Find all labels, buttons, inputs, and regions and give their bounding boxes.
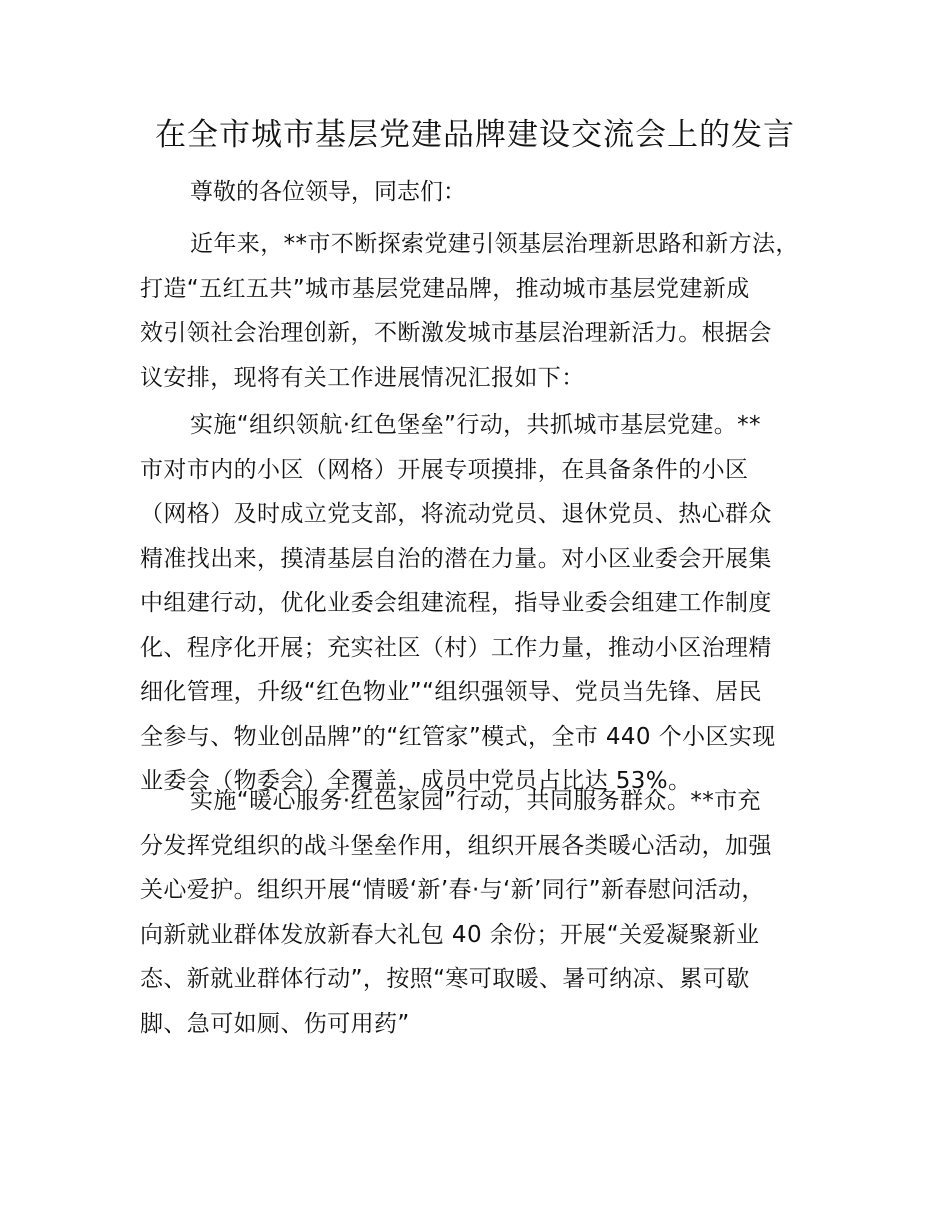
- paragraph-line: 实施“组织领航·红色堡垒”行动，共抓城市基层党建。**: [190, 412, 761, 438]
- paragraph-line: 向新就业群体发放新春大礼包 40 余份；开展“关爱凝聚新业: [140, 921, 760, 948]
- paragraph-organization: [140, 403, 820, 804]
- paragraph-line: 近年来，**市不断探索党建引领基层治理新思路和新方法，: [190, 231, 799, 257]
- paragraph-line: 精准找出来，摸清基层自治的潜在力量。对小区业委会开展集: [140, 545, 772, 572]
- paragraph-line: 化、程序化开展；充实社区（村）工作力量，推动小区治理精: [140, 634, 772, 661]
- paragraph-intro: [140, 222, 820, 400]
- paragraph-line: 效引领社会治理创新，不断激发城市基层治理新活力。根据会: [140, 320, 772, 346]
- paragraph-line: 议安排，现将有关工作进展情况汇报如下：: [140, 364, 585, 391]
- paragraph-line: 态、新就业群体行动”，按照“寒可取暖、暑可纳凉、累可歇: [140, 966, 750, 992]
- paragraph-service: [140, 779, 820, 1046]
- paragraph-line: （网格）及时成立党支部，将流动党员、退休党员、热心群众: [140, 501, 772, 527]
- document-title: 在全市城市基层党建品牌建设交流会上的发言: [155, 117, 795, 153]
- paragraph-line: 实施“暖心服务·红色家园”行动，共同服务群众。**市充: [190, 788, 761, 814]
- paragraph-line: 打造“五红五共”城市基层党建品牌，推动城市基层党建新成: [140, 275, 750, 302]
- paragraph-line: 全参与、物业创品牌”的“红管家”模式，全市 440 个小区实现: [140, 723, 776, 750]
- paragraph-line: 分发挥党组织的战斗堡垒作用，组织开展各类暖心活动，加强: [140, 832, 772, 859]
- paragraph-line: 关心爱护。组织开展“情暖‘新’春·与‘新’同行”新春慰问活动，: [140, 877, 765, 903]
- paragraph-line: 脚、急可如厕、伤可用药”: [140, 1010, 410, 1037]
- paragraph-line: 业委会（物委会）全覆盖，成员中党员占比达 53%。: [140, 768, 692, 794]
- paragraph-line: 细化管理，升级“红色物业”“组织强领导、党员当先锋、居民: [140, 679, 762, 705]
- greeting: 尊敬的各位领导，同志们：: [190, 179, 466, 205]
- paragraph-line: 中组建行动，优化业委会组建流程，指导业委会组建工作制度: [140, 590, 772, 616]
- paragraph-line: 市对市内的小区（网格）开展专项摸排，在具备条件的小区: [140, 456, 749, 483]
